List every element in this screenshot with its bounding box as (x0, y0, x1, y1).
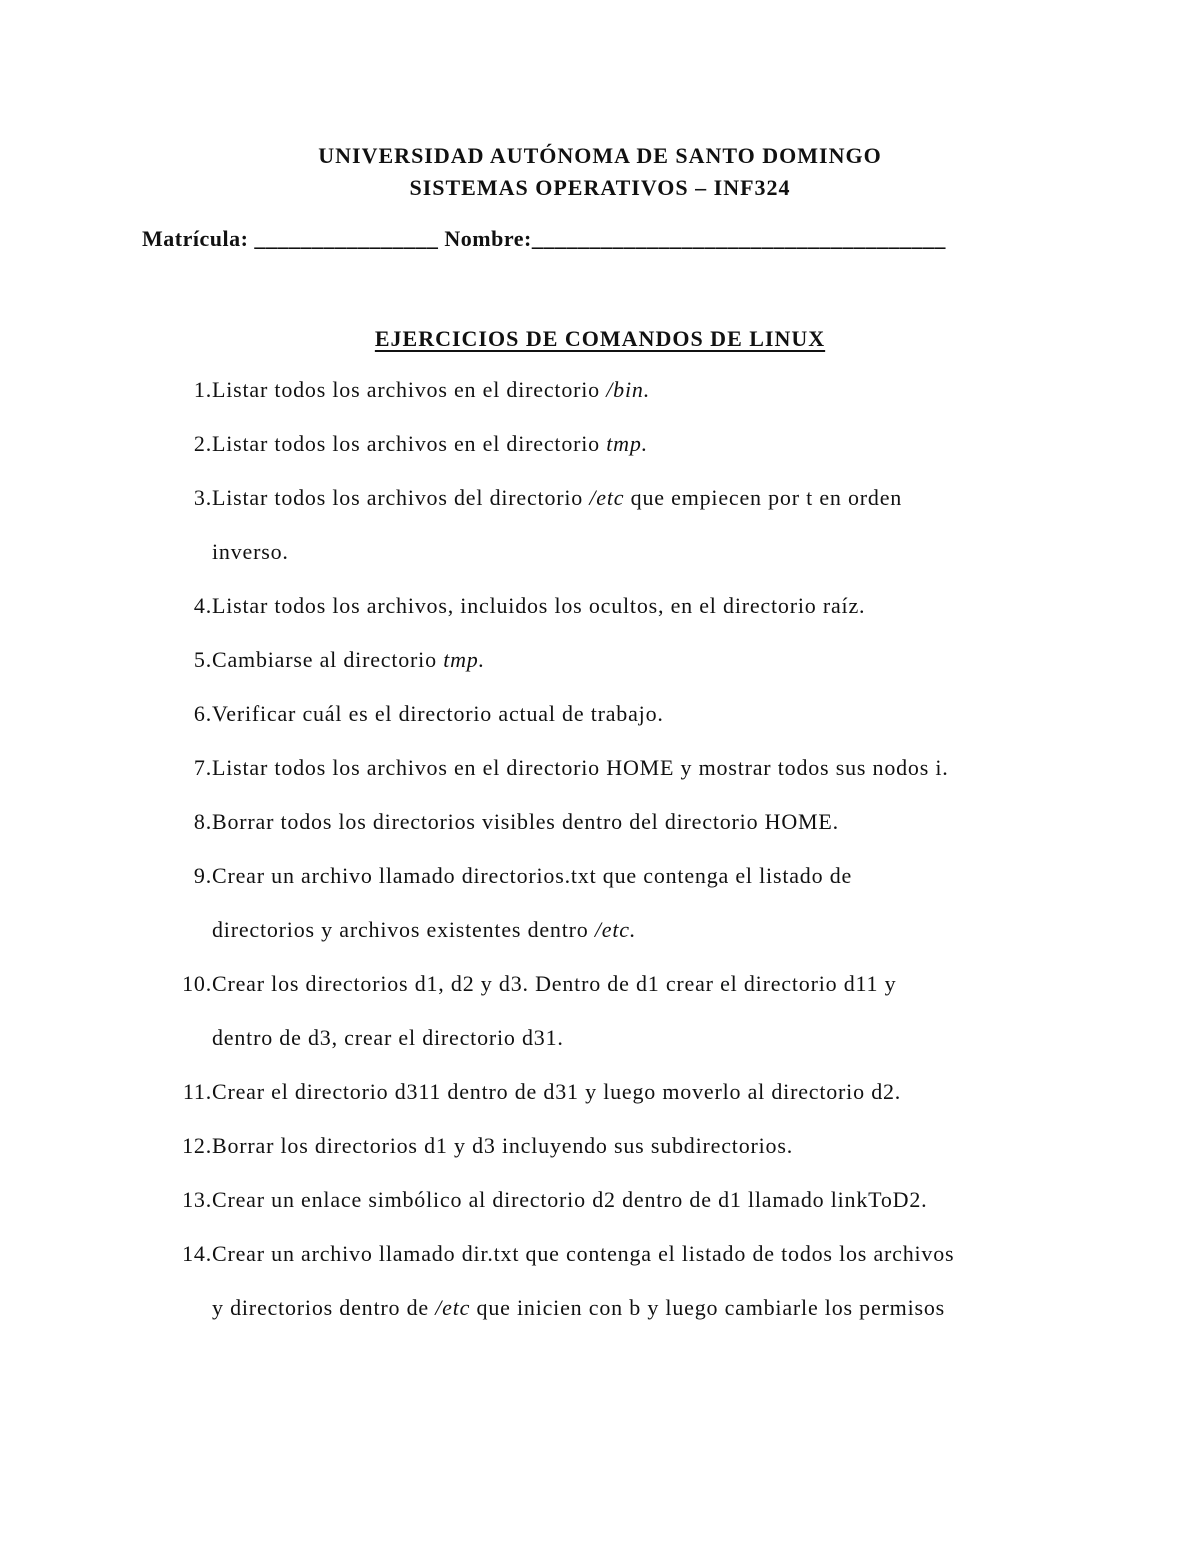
nombre-blank: ____________________________________ (531, 226, 946, 251)
exercise-item-12 (0, 1133, 1200, 1163)
nombre-label: Nombre: (444, 226, 532, 251)
exercise-number: 4. (193, 593, 212, 618)
exercise-text: Listar todos los archivos en el directorio tmp. (212, 431, 648, 456)
exercise-number: 12. (182, 1133, 212, 1158)
exercise-item-5 (0, 647, 1200, 677)
exercise-text: Listar todos los archivos, incluidos los ocultos, en el directorio raíz. (212, 593, 866, 618)
exercise-item-6 (0, 701, 1200, 731)
exercise-text: Crear un enlace simbólico al directorio d2 dentro de d1 llamado linkToD2. (212, 1187, 928, 1212)
exercises-title: EJERCICIOS DE COMANDOS DE LINUX (374, 326, 826, 351)
exercise-item-14 (0, 1241, 1200, 1271)
exercise-text: Listar todos los archivos en el directorio /bin. (212, 377, 650, 402)
exercise-item-9 (0, 863, 1200, 893)
exercise-number: 8. (193, 809, 212, 834)
exercise-continuation-9: directorios y archivos existentes dentro /etc. (212, 917, 637, 942)
exercise-item-13 (0, 1187, 1200, 1217)
exercise-text: Crear los directorios d1, d2 y d3. Dentro de d1 crear el directorio d11 y (212, 971, 897, 996)
exercise-number: 3. (193, 485, 212, 510)
course-title: SISTEMAS OPERATIVOS – INF324 (409, 175, 791, 200)
exercise-continuation-10: dentro de d3, crear el directorio d31. (212, 1025, 564, 1050)
exercise-continuation-3: inverso. (212, 539, 289, 564)
exercise-item-10 (0, 971, 1200, 1001)
exercise-item-11 (0, 1079, 1200, 1109)
exercise-text: Borrar todos los directorios visibles dentro del directorio HOME. (212, 809, 839, 834)
exercise-number: 7. (193, 755, 212, 780)
matricula-blank: ________________ (254, 226, 439, 251)
exercise-item-8 (0, 809, 1200, 839)
exercise-item-3 (0, 485, 1200, 515)
exercise-text: Listar todos los archivos en el directorio HOME y mostrar todos sus nodos i. (212, 755, 949, 780)
exercise-text: Verificar cuál es el directorio actual de trabajo. (212, 701, 664, 726)
exercise-continuation-14: y directorios dentro de /etc que inicien con b y luego cambiarle los permisos (212, 1295, 946, 1320)
exercise-number: 9. (193, 863, 212, 888)
exercise-number: 2. (193, 431, 212, 456)
matricula-label: Matrícula: (142, 226, 249, 251)
exercise-text: Listar todos los archivos del directorio /etc que empiecen por t en orden (212, 485, 903, 510)
exercise-number: 13. (182, 1187, 212, 1212)
exercise-text: Crear un archivo llamado directorios.txt que contenga el listado de (212, 863, 853, 888)
university-title: UNIVERSIDAD AUTÓNOMA DE SANTO DOMINGO (318, 143, 882, 168)
exercise-number: 1. (193, 377, 212, 402)
exercise-item-4 (0, 593, 1200, 623)
exercise-number: 14. (182, 1241, 212, 1266)
exercise-text: Borrar los directorios d1 y d3 incluyendo sus subdirectorios. (212, 1133, 793, 1158)
exercise-text: Cambiarse al directorio tmp. (212, 647, 485, 672)
exercise-number: 11. (182, 1079, 212, 1104)
exercise-text: Crear un archivo llamado dir.txt que contenga el listado de todos los archivos (212, 1241, 955, 1266)
exercise-number: 10. (182, 971, 212, 996)
exercise-item-1 (0, 377, 1200, 407)
exercise-text: Crear el directorio d311 dentro de d31 y luego moverlo al directorio d2. (212, 1079, 902, 1104)
exercise-item-7 (0, 755, 1200, 785)
exercise-number: 5. (193, 647, 212, 672)
exercise-item-2 (0, 431, 1200, 461)
student-fields (142, 226, 946, 252)
exercise-number: 6. (193, 701, 212, 726)
